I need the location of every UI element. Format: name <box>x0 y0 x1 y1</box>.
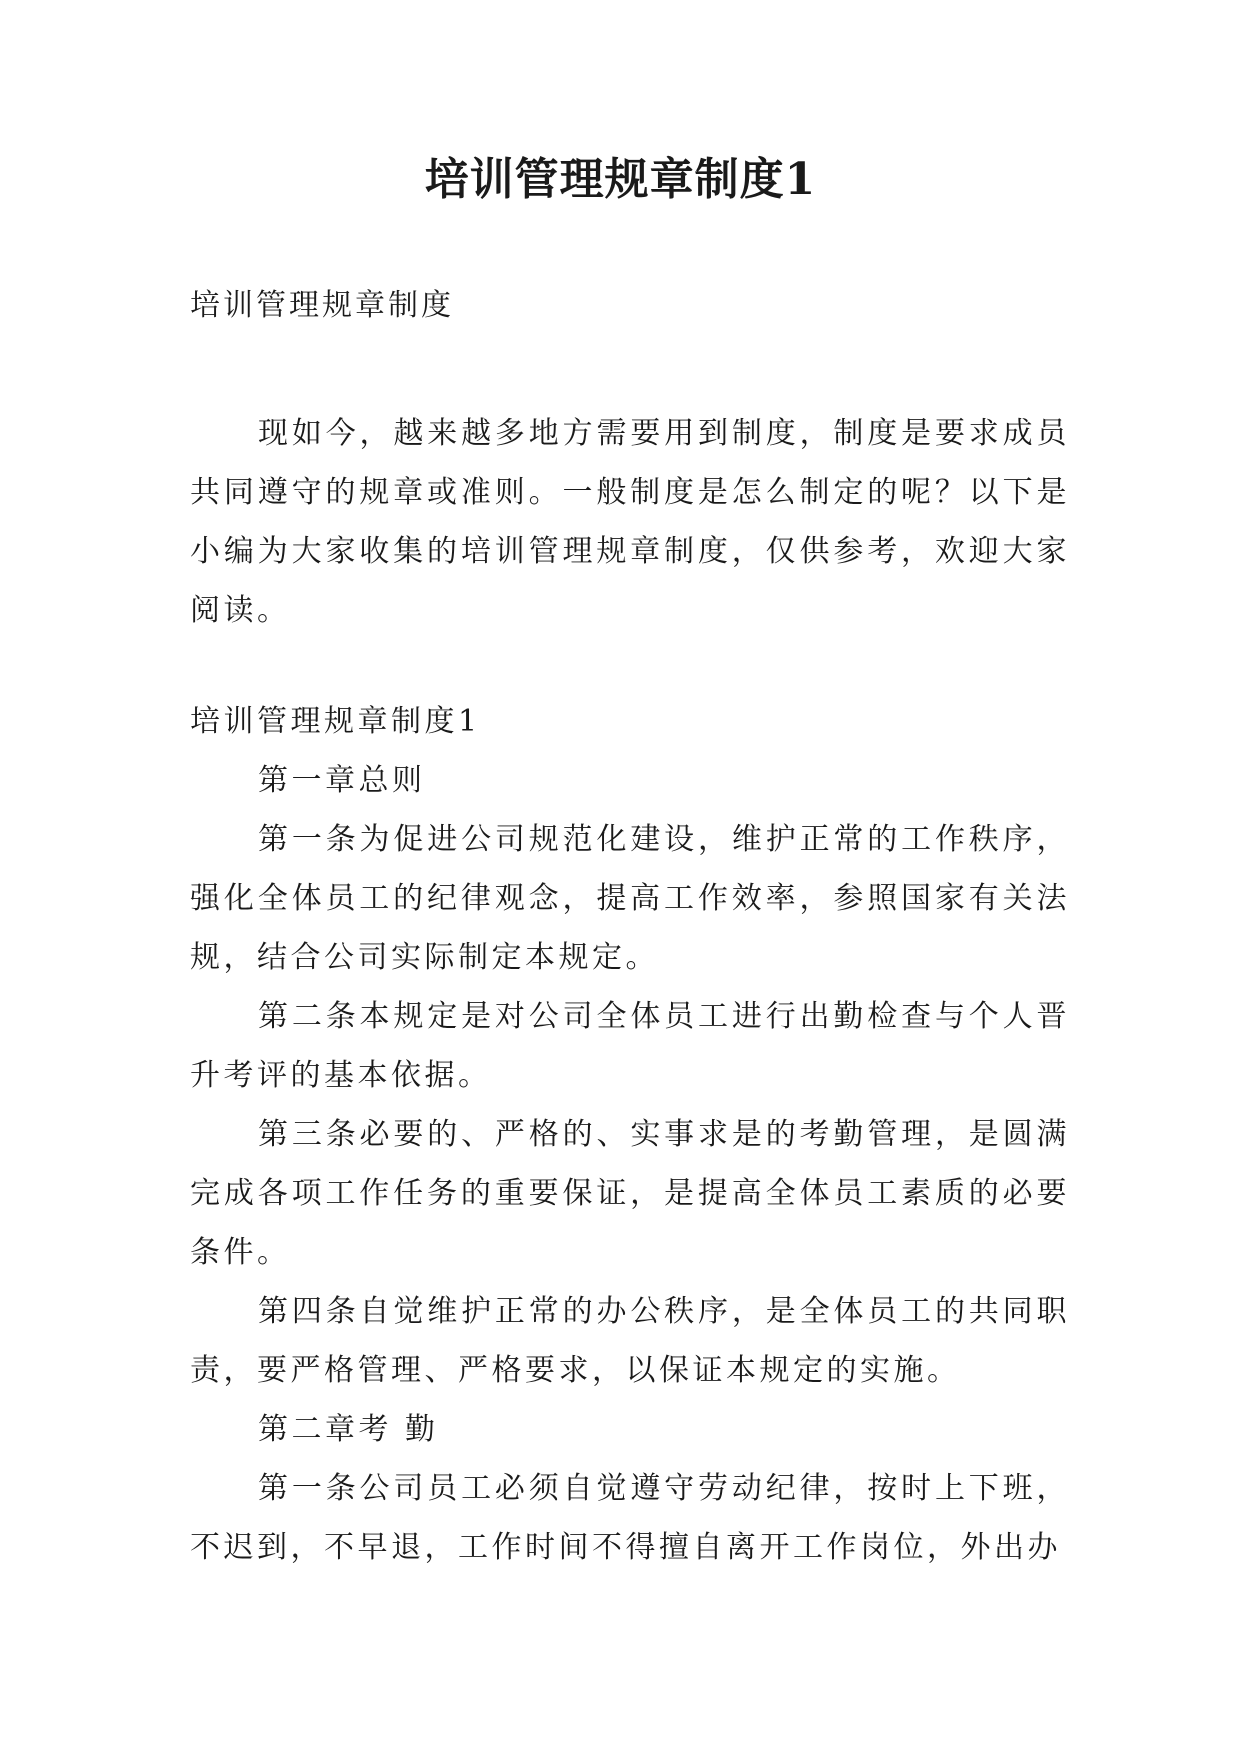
section-block <box>190 692 1070 1577</box>
article-paragraph: 第三条必要的、严格的、实事求是的考勤管理，是圆满完成各项工作任务的重要保证，是提高全体员工素质的必要条件。 <box>190 1117 1070 1270</box>
chapter-heading: 第二章考 勤 <box>258 1412 439 1447</box>
article-paragraph: 第二条本规定是对公司全体员工进行出勤检查与个人晋升考评的基本依据。 <box>190 999 1070 1093</box>
article-paragraph: 第一条公司员工必须自觉遵守劳动纪律，按时上下班，不迟到，不早退，工作时间不得擅自离开工作岗位，外出办 <box>190 1471 1070 1565</box>
intro-paragraph: 现如今，越来越多地方需要用到制度，制度是要求成员共同遵守的规章或准则。一般制度是怎么制定的呢？以下是小编为大家收集的培训管理规章制度，仅供参考，欢迎大家阅读。 <box>190 416 1070 628</box>
article-paragraph: 第一条为促进公司规范化建设，维护正常的工作秩序，强化全体员工的纪律观念，提高工作效率，参照国家有关法规，结合公司实际制定本规定。 <box>190 822 1070 975</box>
article-paragraph: 第四条自觉维护正常的办公秩序，是全体员工的共同职责，要严格管理、严格要求，以保证本规定的实施。 <box>190 1294 1070 1388</box>
section-title: 培训管理规章制度1 <box>190 704 481 739</box>
chapter-heading: 第一章总则 <box>258 763 426 798</box>
intro-block <box>190 404 1070 640</box>
document-title: 培训管理规章制度1 <box>424 154 817 205</box>
document-subtitle: 培训管理规章制度 <box>190 288 454 323</box>
